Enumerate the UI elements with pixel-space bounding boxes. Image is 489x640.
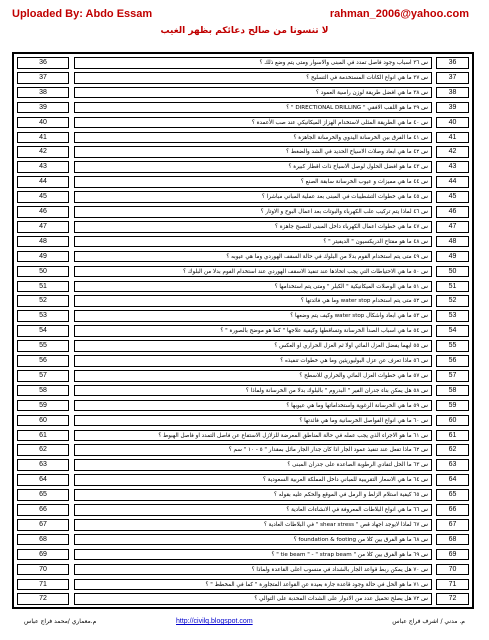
row-number-left: 50 xyxy=(17,266,69,278)
row-number-right: 46 xyxy=(436,206,469,218)
row-number-left: 72 xyxy=(17,593,69,605)
table-row xyxy=(14,473,472,487)
table-row xyxy=(14,354,472,368)
question-text: س ٤٨ ما هو مفتاح الدريكسيون " الديفيتر " ؟ xyxy=(74,236,432,248)
table-row xyxy=(14,71,472,85)
row-number-left: 44 xyxy=(17,176,69,188)
row-number-left: 70 xyxy=(17,564,69,576)
table-row xyxy=(14,175,472,189)
question-text: س ٥٢ متى يتم استخدام water stop وما هي فائدتها ؟ xyxy=(74,295,432,307)
table-row xyxy=(14,592,472,606)
row-number-right: 71 xyxy=(436,579,469,591)
table-row xyxy=(14,369,472,383)
row-number-left: 36 xyxy=(17,57,69,69)
dua-text: لا تنسونا من صالح دعائكم بظهر الغيب xyxy=(160,26,329,36)
question-text: س ٥٣ ما هي ابعاد واشكال water stop وكيف يتم وضعها ؟ xyxy=(74,310,432,322)
table-row xyxy=(14,160,472,174)
question-text: س ٥١ ما هي الوصلات الميكانيكية " الكبلر " ومتى يتم استخدامها ؟ xyxy=(74,281,432,293)
table-row xyxy=(14,384,472,398)
row-number-left: 55 xyxy=(17,340,69,352)
table-row xyxy=(14,131,472,145)
table-row xyxy=(14,145,472,159)
table-row xyxy=(14,339,472,353)
row-number-left: 58 xyxy=(17,385,69,397)
row-number-right: 54 xyxy=(436,325,469,337)
row-number-left: 39 xyxy=(17,102,69,114)
question-text: س ٣٧ ما هي انواع الكانات المستخدمة في التسليح ؟ xyxy=(74,72,432,84)
row-number-right: 62 xyxy=(436,444,469,456)
uploaded-by-text: Uploaded By: Abdo Essam xyxy=(12,8,153,20)
question-text: س ٥٩ ما هي الخرسانة الرغوية واستخداماتها وما هي عيوبها ؟ xyxy=(74,400,432,412)
row-number-left: 67 xyxy=(17,519,69,531)
table-row xyxy=(14,235,472,249)
row-number-left: 49 xyxy=(17,251,69,263)
row-number-right: 66 xyxy=(436,504,469,516)
email-text: rahman_2006@yahoo.com xyxy=(329,8,469,20)
row-number-right: 55 xyxy=(436,340,469,352)
question-text: س ٦٣ ما الحل لتفادي الرطوبة الصاعدة على جدران المبنى ؟ xyxy=(74,459,432,471)
table-row xyxy=(14,488,472,502)
row-number-left: 43 xyxy=(17,161,69,173)
row-number-right: 50 xyxy=(436,266,469,278)
row-number-left: 65 xyxy=(17,489,69,501)
row-number-right: 52 xyxy=(436,295,469,307)
table-row xyxy=(14,399,472,413)
row-number-right: 42 xyxy=(436,146,469,158)
table-row xyxy=(14,86,472,100)
question-text: س ٦٦ ما هي انواع البلاطات المعروفة في الانشاءات العادية ؟ xyxy=(74,504,432,516)
question-text: س ٦٩ ما هو الفرق بين كلا من " tie beam " - " strap beam " ؟ xyxy=(74,549,432,561)
table-row xyxy=(14,324,472,338)
row-number-left: 46 xyxy=(17,206,69,218)
row-number-right: 64 xyxy=(436,474,469,486)
row-number-left: 63 xyxy=(17,459,69,471)
row-number-left: 66 xyxy=(17,504,69,516)
table-row xyxy=(14,429,472,443)
table-row xyxy=(14,265,472,279)
question-text: س ٦٠ ما هي انواع الفواصل الخرسانية وما هي فائدتها ؟ xyxy=(74,415,432,427)
row-number-right: 69 xyxy=(436,549,469,561)
question-text: س ٥٠ ما هي الاحتياطات التي يجب اتخاذها عند تنفيذ الاسقف الهوردي عند استخدام الفوم بدلا من البلوك ؟ xyxy=(74,266,432,278)
question-text: س ٤٦ لماذا يتم تركيب علب الكهرباء والبوتات بعد اعمال البوح و الاوتار ؟ xyxy=(74,206,432,218)
table-row xyxy=(14,294,472,308)
footer-architect-credit: م.معماري /محمد فراج عباس xyxy=(24,618,97,625)
table-row xyxy=(14,458,472,472)
table-row xyxy=(14,116,472,130)
row-number-left: 38 xyxy=(17,87,69,99)
table-row xyxy=(14,309,472,323)
row-number-left: 61 xyxy=(17,430,69,442)
row-number-left: 45 xyxy=(17,191,69,203)
row-number-right: 49 xyxy=(436,251,469,263)
question-text: س ٦٤ ما هي الاسعار التقريبية للمباني داخل المملكة العربية السعودية ؟ xyxy=(74,474,432,486)
table-row xyxy=(14,220,472,234)
row-number-left: 69 xyxy=(17,549,69,561)
question-text: س ٧٠ هل يمكن ربط قواعد الجار بالشداد في منسوب اعلى القاعدة ولماذا ؟ xyxy=(74,564,432,576)
table-row xyxy=(14,56,472,70)
question-text: س ٦١ ما هو الاجراء الذي يجب عمله في حالة المناطق المعرضة للزلازل الاستفاع عن فاصل التمدد او فاصل الهبوط ؟ xyxy=(74,430,432,442)
question-text: س ٤٤ ما هي مميزات و عيوب الخرسانة سابقة الصنع ؟ xyxy=(74,176,432,188)
row-number-left: 57 xyxy=(17,370,69,382)
row-number-left: 60 xyxy=(17,415,69,427)
table-row xyxy=(14,563,472,577)
table-row xyxy=(14,548,472,562)
question-text: س ٦٥ كيفية استلام الزلط و الرمل في الموقع والحكم عليه بقوله ؟ xyxy=(74,489,432,501)
question-text: س ٤١ ما الفرق بين الخرسانة اليدوي والخرسانة الجاهزة ؟ xyxy=(74,132,432,144)
question-text: س ٦٧ لماذا لايوجد اجهاد قص " shear stress " في البلاطات العادية ؟ xyxy=(74,519,432,531)
question-text: س ٥٦ ماذا تعرف عن عزل البوليوريثين وما هي خطوات تنفيذه ؟ xyxy=(74,355,432,367)
row-number-left: 48 xyxy=(17,236,69,248)
questions-table xyxy=(12,52,474,609)
row-number-left: 47 xyxy=(17,221,69,233)
row-number-right: 37 xyxy=(436,72,469,84)
row-number-right: 67 xyxy=(436,519,469,531)
question-text: س ٤٣ ما هو افضل الحلول لوصل الاسياخ ذات اقطار كبيرة ؟ xyxy=(74,161,432,173)
row-number-right: 65 xyxy=(436,489,469,501)
table-row xyxy=(14,280,472,294)
question-text: س ٣٨ ما هي افضل طريقة لوزن راسية العمود ؟ xyxy=(74,87,432,99)
row-number-right: 58 xyxy=(436,385,469,397)
table-row xyxy=(14,503,472,517)
question-text: س ٥٧ ما هي خطوات العزل المائي والحراري للاسطح ؟ xyxy=(74,370,432,382)
table-row xyxy=(14,414,472,428)
question-text: س ٤٩ متى يتم استخدام القوم بدلا من البلوك في حالة السقف الهوردي وما هي عيوبه ؟ xyxy=(74,251,432,263)
row-number-left: 52 xyxy=(17,295,69,307)
question-text: س ٤٧ ما هي خطوات اعمال الكهرباء داخل المبنى للتصبح جاهزة ؟ xyxy=(74,221,432,233)
question-text: س ٦٨ ما هو الفرق بين كلا من foundation & footing ؟ xyxy=(74,534,432,546)
row-number-right: 61 xyxy=(436,430,469,442)
row-number-left: 41 xyxy=(17,132,69,144)
row-number-left: 40 xyxy=(17,117,69,129)
table-row xyxy=(14,101,472,115)
table-row xyxy=(14,443,472,457)
row-number-left: 59 xyxy=(17,400,69,412)
row-number-right: 47 xyxy=(436,221,469,233)
question-text: س ٣٦ اسباب وجود فاصل تمدد في المبنى والاسوار ومتى يتم وضع ذلك ؟ xyxy=(74,57,432,69)
table-row xyxy=(14,205,472,219)
row-number-right: 36 xyxy=(436,57,469,69)
page-header xyxy=(0,0,489,56)
row-number-right: 53 xyxy=(436,310,469,322)
question-text: س ٥٥ ايهما يفضل العزل المائي اولا ثم العزل الحراري او العكس ؟ xyxy=(74,340,432,352)
row-number-right: 68 xyxy=(436,534,469,546)
row-number-right: 40 xyxy=(436,117,469,129)
row-number-right: 44 xyxy=(436,176,469,188)
table-row xyxy=(14,250,472,264)
row-number-left: 71 xyxy=(17,579,69,591)
question-text: س ٤٢ ما هي ابعاد وصلات الاسياخ الحديد في الشد والضغط ؟ xyxy=(74,146,432,158)
row-number-right: 38 xyxy=(436,87,469,99)
row-number-left: 54 xyxy=(17,325,69,337)
row-number-right: 51 xyxy=(436,281,469,293)
row-number-right: 57 xyxy=(436,370,469,382)
blog-link[interactable]: http://civilq.blogspot.com xyxy=(176,618,253,625)
row-number-left: 53 xyxy=(17,310,69,322)
question-text: س ٥٤ ما هي اسباب الصدأ الخرسانة وتساقطها وكيفية علاجها " كما هو موضح بالصورة " ؟ xyxy=(74,325,432,337)
row-number-right: 63 xyxy=(436,459,469,471)
table-row xyxy=(14,578,472,592)
row-number-right: 48 xyxy=(436,236,469,248)
question-text: س ٣٩ ما هو اللقب الافقي " DIRECTIONAL DRILLING " ؟ xyxy=(74,102,432,114)
question-text: س ٤٠ ما هي الطريقة المثلى لاستخدام الهزاز الميكانيكي عند صب الأعمدة ؟ xyxy=(74,117,432,129)
row-number-right: 70 xyxy=(436,564,469,576)
row-number-left: 51 xyxy=(17,281,69,293)
row-number-left: 56 xyxy=(17,355,69,367)
row-number-right: 39 xyxy=(436,102,469,114)
row-number-left: 37 xyxy=(17,72,69,84)
question-text: س ٥٨ هل يمكن بناء جدران الفير " البدروم " بالبلوك بدلا من الخرسانة ولماذا ؟ xyxy=(74,385,432,397)
table-row xyxy=(14,518,472,532)
row-number-right: 45 xyxy=(436,191,469,203)
row-number-right: 41 xyxy=(436,132,469,144)
row-number-right: 56 xyxy=(436,355,469,367)
row-number-right: 60 xyxy=(436,415,469,427)
row-number-left: 68 xyxy=(17,534,69,546)
row-number-right: 43 xyxy=(436,161,469,173)
row-number-right: 72 xyxy=(436,593,469,605)
row-number-left: 62 xyxy=(17,444,69,456)
row-number-right: 59 xyxy=(436,400,469,412)
question-text: س ٧١ ما هو الحل في حالة وجود قاعدة جارة بعيدة عن القواعد المتجاورة " كما في المخطط " ؟ xyxy=(74,579,432,591)
table-row xyxy=(14,533,472,547)
footer-engineer-credit: م. مدني / اشرف فراج عباس xyxy=(392,618,465,625)
question-text: س ٤٥ ما هي خطوات التشطيبات في المبنى بعد عملية المباني مباشرا ؟ xyxy=(74,191,432,203)
row-number-left: 64 xyxy=(17,474,69,486)
page-footer xyxy=(0,612,489,640)
table-row xyxy=(14,190,472,204)
question-text: س ٦٢ ماذا تفعل عند تنفيذ عمود الجار اذا كان جدار الجار مائل بمقدار " ٥ - ١٠ " سم ؟ xyxy=(74,444,432,456)
row-number-left: 42 xyxy=(17,146,69,158)
question-text: س ٧٢ هل يصلح تحميل عدد من الادوار على الشدات المحدبة على التوالي ؟ xyxy=(74,593,432,605)
